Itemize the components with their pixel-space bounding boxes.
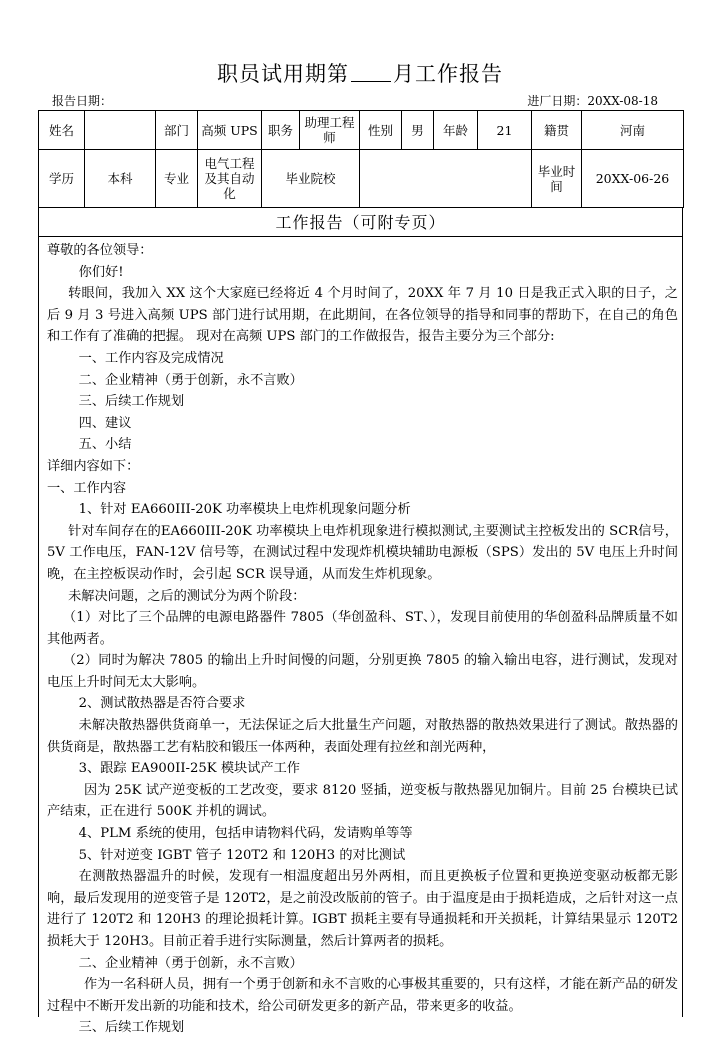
title-suffix: 月工作报告	[393, 62, 503, 86]
name-value[interactable]	[85, 111, 156, 150]
report-paragraph: 1、针对 EA660III-20K 功率模块上电炸机现象问题分析	[78, 502, 411, 518]
age-value[interactable]: 21	[478, 111, 532, 150]
origin-label: 籍贯	[532, 111, 582, 150]
origin-value[interactable]: 河南	[582, 111, 684, 150]
report-body[interactable]	[39, 237, 682, 1039]
info-row-1	[39, 111, 684, 150]
dept-value[interactable]: 高频 UPS	[198, 111, 262, 150]
report-paragraph: 五、小结	[78, 437, 132, 453]
report-paragraph: 未解决问题，之后的测试分为两个阶段：	[68, 588, 306, 604]
major-label: 专业	[156, 150, 198, 208]
page-title	[0, 58, 720, 88]
report-paragraph: （1）对比了三个品牌的电源电路器件 7805（华创盈科、ST、），发现目前使用的华创盈科品牌质量不如其他两者。	[47, 610, 678, 647]
name-label: 姓名	[39, 111, 85, 150]
age-label: 年龄	[434, 111, 478, 150]
report-paragraph: 三、后续工作规划	[78, 394, 185, 410]
info-row-2	[39, 150, 684, 208]
school-label: 毕业院校	[262, 150, 360, 208]
report-paragraph: 5、针对逆变 IGBT 管子 120T2 和 120H3 的对比测试	[78, 847, 406, 863]
school-value[interactable]	[360, 150, 532, 208]
entry-date: 进厂日期：20XX-08-18	[527, 94, 658, 108]
sub-header	[52, 92, 658, 109]
report-paragraph: 4、PLM 系统的使用，包括申请物料代码，发请购单等等	[78, 826, 413, 842]
report-paragraph: 作为一名科研人员，拥有一个勇于创新和永不言败的心事极其重要的，只有这样，才能在新产品的研发过程中不断开发出新的功能和技术，给公司研发更多的新产品，带来更多的收益。	[47, 977, 678, 1014]
report-paragraph: 因为 25K 试产逆变板的工艺改变，要求 8120 竖插，逆变板与散热器见加铜片。目前 25 台模块已试产结束，正在进行 500K 并机的调试。	[47, 782, 678, 820]
report-paragraph: 二、企业精神（勇于创新，永不言败）	[78, 955, 303, 971]
report-paragraph: 二、企业精神（勇于创新，永不言败）	[78, 372, 303, 388]
report-paragraph: 四、建议	[78, 415, 132, 431]
report-title: 工作报告（可附专页）	[39, 208, 682, 237]
grad-label: 毕业时间	[532, 150, 582, 208]
report-paragraph: 针对车间存在的EA660III-20K 功率模块上电炸机现象进行模拟测试,主要测试主控板发出的 SCR信号，5V 工作电压，FAN-12V 信号等，在测试过程中发现炸机模块辅助电源板（SPS）发出的 5V 电压上升时间晚，在主控板误动作时，会引起 SCR 误导通，从而发生炸机现象。	[47, 523, 678, 582]
position-value[interactable]: 助理工程师	[300, 111, 360, 150]
gender-value[interactable]: 男	[402, 111, 434, 150]
gender-label: 性别	[360, 111, 402, 150]
edu-value[interactable]: 本科	[85, 150, 156, 208]
report-paragraph: 你们好!	[78, 264, 124, 280]
major-value[interactable]: 电气工程及其自动化	[198, 150, 262, 208]
info-table	[38, 110, 684, 208]
edu-label: 学历	[39, 150, 85, 208]
report-paragraph: 一、工作内容	[47, 480, 127, 496]
report-date-label: 报告日期：	[52, 94, 113, 108]
position-label: 职务	[262, 111, 300, 150]
report-paragraph: （2）同时为解决 7805 的输出上升时间慢的问题，分别更换 7805 的输入输出电容，进行测试，发现对电压上升时间无太大影响。	[47, 653, 678, 690]
report-paragraph: 三、后续工作规划	[78, 1020, 185, 1036]
report-paragraph: 在测散热器温升的时候，发现有一相温度超出另外两相，而且更换板子位置和更换逆变驱动板都无影响，最后发现用的逆变管子是 120T2，是之前没改版前的管子。由于温度是由于损耗造成，之后针对这一点进行了 120T2 和 120H3 的理论损耗计算。IGBT 损耗主要有导通损耗和开关损耗，计算结果显示 120T2 损耗大于 120H3。目前正着手进行实际测量，然后计算两者的损耗。	[47, 869, 678, 949]
report-paragraph: 转眼间，我加入 XX 这个大家庭已经将近 4 个月时间了，20XX 年 7 月 10 日是我正式入职的日子，之后 9 月 3 号进入高频 UPS 部门进行试用期，在此期间，在各位领导的指导和同事的帮助下，在自己的角色和工作有了准确的把握。 现对在高频 UPS 部门的工作做报告，报告主要分为三个部分:	[47, 286, 678, 345]
grad-value[interactable]: 20XX-06-26	[582, 150, 684, 208]
report-paragraph: 未解决散热器供货商单一，无法保证之后大批量生产问题，对散热器的散热效果进行了测试。散热器的供货商是，散热器工艺有粘胶和锻压一体两种，表面处理有拉丝和剖光两种，	[47, 718, 678, 755]
work-report-section	[38, 208, 683, 1036]
report-paragraph: 详细内容如下：	[47, 458, 140, 474]
month-blank[interactable]	[351, 63, 391, 82]
title-prefix: 职员试用期第	[217, 62, 349, 86]
dept-label: 部门	[156, 111, 198, 150]
report-paragraph: 一、工作内容及完成情况	[78, 350, 224, 366]
report-paragraph: 3、跟踪 EA900II-25K 模块试产工作	[78, 761, 300, 777]
report-paragraph: 2、测试散热器是否符合要求	[78, 696, 246, 712]
report-paragraph: 尊敬的各位领导：	[47, 243, 153, 258]
